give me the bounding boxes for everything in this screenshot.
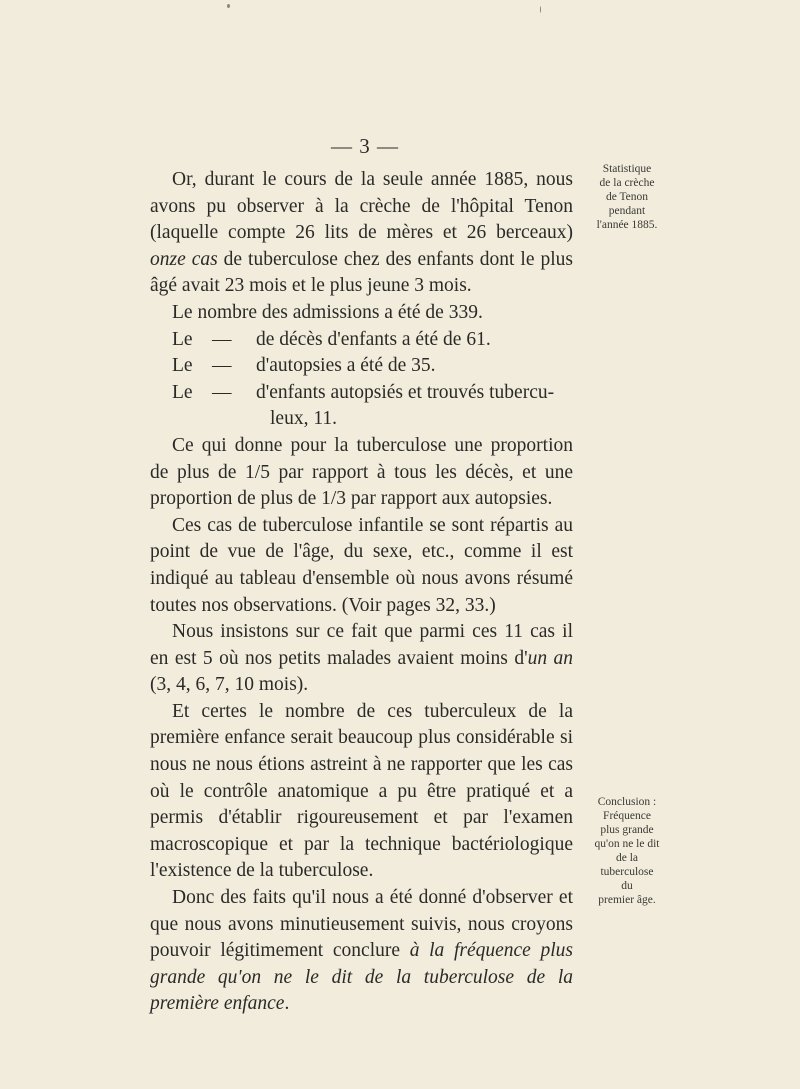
margin-note-conclusion [581,795,673,907]
text-run: de tuberculose chez des enfants dont le plus âgé avait 23 mois et le plus jeune 3 mois. [150,248,573,297]
paragraph-distribution: Ces cas de tuberculose infantile se sont répartis au point de vue de l'âge, du sexe, etc., comme il est indiqué au tableau d'ensemble où nous avons résumé toutes nos observations. (Voir pages 32, 33.) [150,514,573,616]
margin-line: de la [615,852,639,864]
paper-speck [540,6,541,13]
main-text [150,167,573,1018]
margin-line: qu'on ne le dit [594,838,660,850]
text-run: (3, 4, 6, 7, 10 mois). [150,674,309,696]
text-run: . [284,993,290,1015]
emphasis: à la fréquence plus grande qu'on ne le dit de la tuberculose de la première enfance [150,940,573,1015]
margin-line: l'année 1885. [596,219,658,231]
row-text: d'enfants autopsiés et trouvés tubercu- [256,381,555,403]
row-dash: — [212,355,232,377]
paragraph-statistics [150,167,573,300]
text-run: Nous insistons sur ce fait que parmi ces 11 cas il en est 5 où nos petits malades avaient moins d' [150,621,573,669]
paragraph-anatomic-control: Et certes le nombre de ces tuberculeux de la première enfance serait beaucoup plus considérable si nous ne nous étions astreint à ne rapporter que les cas où le contrôle anatomique a pu être pratiqué et a permis d'établir rigoureusement et par l'examen macroscopique et par la technique bactériologique l'existence de la tuberculose. [150,700,573,882]
paragraph-admissions: Le nombre des admissions a été de 339. [172,301,483,323]
row-label: Le [172,381,193,403]
margin-line: pendant [608,205,646,217]
row-text: de décès d'enfants a été de 61. [256,328,491,350]
margin-line: Conclusion : [597,796,657,808]
margin-line: de la crèche [599,177,655,189]
page-number: — 3 — [331,134,399,158]
row-dash: — [212,328,232,350]
margin-line: plus grande [600,824,654,836]
row-text: d'autopsies a été de 35. [256,355,436,377]
paragraph-ages [150,619,573,699]
stat-row-continuation: leux, 11. [270,408,337,430]
paragraph-conclusion [150,885,573,1018]
margin-line: du [621,880,633,892]
stat-row-autopsies [150,353,573,380]
paragraph-proportion: Ce qui donne pour la tuberculose une proportion de plus de 1/5 par rapport à tous les décès, et une proportion de plus de 1/3 par rapport aux autopsies. [150,434,573,510]
emphasis: un an [527,647,573,669]
text-run: Donc des faits qu'il nous a été donné d'observer et que nous avons minutieusement suivis, nous croyons pouvoir légitimement conclure [150,887,573,962]
row-dash: — [212,381,232,403]
margin-line: Statistique [602,163,652,175]
stat-row-deaths [150,327,573,354]
row-label: Le [172,355,193,377]
paper-speck [227,4,230,8]
emphasis: onze cas [150,248,218,270]
margin-line: tuberculose [600,866,654,878]
margin-line: premier âge. [598,894,656,906]
stat-row-tuberculous [150,380,573,407]
margin-line: Fréquence [603,810,651,822]
margin-note-statistics [581,162,673,232]
text-run: Or, durant le cours de la seule année 1885, nous avons pu observer à la crèche de l'hôpital Tenon (laquelle compte 26 lits de mères et 26 berceaux) [150,169,573,244]
margin-line: de Tenon [605,191,649,203]
row-label: Le [172,328,193,350]
